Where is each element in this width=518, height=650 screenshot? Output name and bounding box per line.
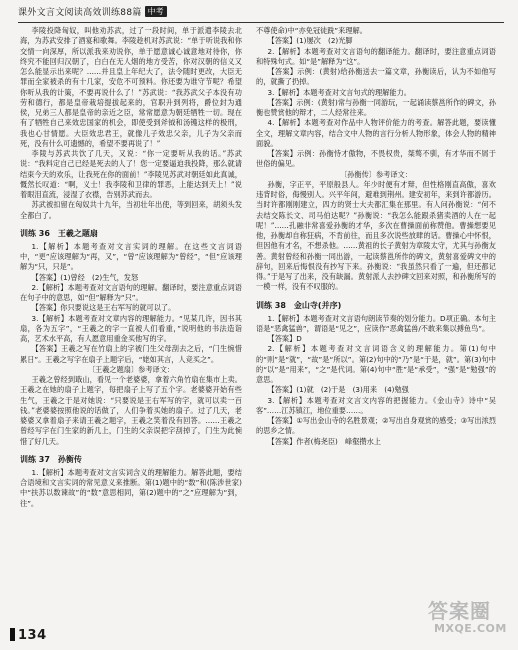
story-paragraph: 李陵与苏武共饮了几天，又说：“你一定要听从我的话。”苏武说：“我料定自己已经是死去的人了！您一定要逼迫我投降，那么就请结束今天的欢乐，让我死在你的面前！”李陵见苏武对朝廷如此真诚，慨然长叹道：“啊，义士！我李陵和卫律的罪恶，上能达到天上！”说着眼泪直流，浸湿了衣襟，告别苏武而去。 [20, 149, 242, 199]
answer-item: 1.【解析】本题考查对文言实词的理解。在这些文言词语中，“更”应该理解为“再，又”，“曾”应该理解为“曾经”，“但”应该理解为“只，只是”。 [20, 241, 242, 272]
page-number: 134 [10, 628, 47, 643]
answer-item: 【答案】王羲之写在竹扇上的字被门生父母刮去之后，“门生惋惜累日”。王羲之写字在扇子上题字后，“姥如其言，人竞买之”。 [20, 344, 242, 364]
section-title-36: 训练 36 王羲之题扇 [20, 228, 98, 238]
answer-item: 2.【解析】本题考查对文言语句的翻译能力。翻译时，要注意重点词语和特殊句式。如“是”解释为“这”。 [256, 46, 496, 66]
answer-item: 【答案】示例：孙衡恃才傲物，不畏权贵，桀骜不驯，有才华而不屑于世俗的偏见。 [256, 149, 496, 169]
answer-item: 不尊使命)中“亦免冠徒跣”来理解。 [256, 26, 367, 35]
watermark-logo [428, 600, 510, 644]
answer-item: 【答案】(1)曾经 (2)生气，发怒 [31, 272, 139, 282]
answer-item: 1.【解析】本题考查对文言实词含义的理解能力。解答此题，要结合语境和文言实词的常见意义来推断。第(1)题中的“数”和(陈涉世家)中“扶苏以数谏故”的“数”意思相同，第(2)题中的“之”应理解为“到，往”。 [20, 467, 242, 508]
answer-item: 【答案】①写出金山寺的名胜景观；②写出自身观赏的感受；③写出浓烈的思乡之情。 [256, 416, 496, 436]
translation-heading: 〔孙衡传〕参考译文： [340, 169, 412, 179]
translation-paragraph: 王羲之曾经到戢山，看见一个老婆婆，拿着六角竹扇在集市上卖。王羲之在她的扇子上题字，每把扇子上写了五个字。老婆婆开始有些生气，王羲之于是对她说：“只要说是王右军写的字，就可以卖一百钱。”老婆婆按照他说的话做了，人们争着买她的扇子。过了几天，老婆婆又拿着扇子来请王羲之题字，王羲之笑着没有回答。……王羲之曾经写字在门生家的新几上，门生的父亲误把字刮掉了，门生为此惋惜了好几天。 [20, 375, 242, 446]
translation-paragraph: 孙衡，字正平，平原般县人。年少时便有才辩，但性格刚直高傲，喜欢违背时俗，侮慢别人。兴平年间，避难到荆州。建安初年，来到许都游历。当时许都刚刚建立，四方的贤士大夫都汇集在那里。有人问孙衡说：“何不去结交陈长文、司马伯达呢？”孙衡说：“我怎么能跟杀猪卖酒的人在一起呢！”……孔融非常喜爱孙衡的才华，多次在曹操面前称赞他。曹操想要见他，孙衡却自称狂病，不肯前往，而且多次说些放肆的话。曹操心中怀恨，但因他有才名，不想杀他。……黄祖的长子黄射为章陵太守，尤其与孙衡友善。黄射曾经和孙衡一同出游，一起读蔡邕所作的碑文，黄射喜爱碑文中的辞句，回来后悔恨没有抄写下来。孙衡说：“我虽然只看了一遍，但还都记得。”于是写了出来，没有缺漏。黄射派人去抄碑文回来对照，和孙衡所写的一模一样，没有不叹服的。 [256, 179, 496, 292]
translation-heading: 〔王羲之题扇〕参考译文： [87, 364, 175, 374]
story-paragraph: 李陵投降匈奴，叫他劝苏武，过了一段时间，单于派遣李陵去北海，为苏武安排了酒宴和歌舞。李陵趁机对苏武说：“单于听说我和你交情一向深厚，所以派我来劝说你，单于愿意诚心诚意地对待你，你终究不能回归汉朝了，白白在无人烟的地方受苦，你对汉朝的信义又怎么能显示出来呢？……并且皇上年纪大了，法令随时更改，大臣无罪而全家被杀的有十几家，安危不可预料。你还要为谁守节呢？希望你听从我的计策，不要再说什么了！”苏武说：“我苏武父子本没有功劳和德行，都是皇帝栽培提拔起来的，官职升到列将，爵位封为通侯，兄弟三人都是皇帝的亲近之臣，常常愿意为朝廷牺牲一切。现在有了牺牲自己来效忠国家的机会，即使受到斧钺和汤镬这样的极刑，我也心甘情愿。大臣效忠君王，就像儿子效忠父亲，儿子为父亲而死，没有什么可遗憾的，希望不要再说了！” [20, 26, 242, 148]
answer-item: 【答案】作者(梅尧臣) 峰壑攒水上 [267, 436, 381, 446]
section-title-37: 训练 37 孙衡传 [20, 454, 82, 464]
book-title: 课外文言文阅读高效训练88篇 [18, 8, 142, 18]
answer-item: 4.【解析】本题考查对作品中人物评价能力的考查。解答此题，要读懂全文，理解文章内容，结合文中人物的言行分析人物形象，体会人物的精神面貌。 [256, 118, 496, 148]
answer-item: 【答案】(1)就 (2)于是 (3)用来 (4)勉强 [267, 385, 409, 395]
answer-item: 3.【解析】本题考查对文言文内容的把握能力。《金山寺》诗中“吴客”……江苏镇江，地位重要……。 [256, 395, 496, 415]
answer-item: 2.【解析】本题考查对文言语句的理解。翻译时，要注意重点词语在句子中的意思，如“但”解释为“只”。 [20, 282, 242, 302]
grade-badge: 中考 [145, 6, 167, 17]
page-header [18, 6, 504, 23]
right-column [256, 26, 496, 447]
answer-item: 1.【解析】本题考查对文言语句朗读节奏的划分能力。D项正确。本句主语是“恶禽猛兽”，谓语是“见之”，应读作“恶禽猛兽/不敢来集以搏鱼鸟”。 [256, 313, 496, 333]
answer-item: 【答案】D [267, 334, 302, 343]
answer-item: 2.【解析】本题考查对文言词语含义的理解能力。第(1)句中的“则”是“就”，“故”是“所以”。第(2)句中的“乃”是“于是，就”。第(3)句中的“以”是“用来”，“之”是代词。第(4)句中“胜”是“承受”，“强”是“勉强”的意思。 [256, 344, 496, 384]
watermark-text: 答案圈 [428, 599, 491, 623]
answer-item: 【答案】示例：(黄射)给孙衡送去一篇文章，孙衡读后，认为不如他写的，就撕了扔掉。 [256, 67, 496, 87]
answer-item: 3.【解析】本题考查对文言句式的理解能力。 [267, 87, 411, 97]
section-title-38: 训练 38 金山寺(并序) [256, 300, 342, 310]
answer-item: 【答案】(1)屡次 (2)光脚 [267, 36, 353, 46]
story-paragraph: 苏武被扣留在匈奴共十九年，当初壮年出使，等到回来，胡须头发全都白了。 [20, 200, 242, 220]
answer-item: 【答案】你只要说这是王右军写的就可以了。 [31, 303, 176, 313]
left-column [20, 26, 242, 509]
answer-item: 3.【解析】本题考查对文章内容的理解能力。“见某几许，因书其扇，各为五字”，“王羲之的字一直被人们看重，”说明他的书法造诣高，艺术水平高，有人愿意用重金买他写的字。 [20, 313, 242, 343]
watermark-url: MXQE.COM [434, 622, 507, 635]
answer-item: 【答案】示例：(黄射)常与孙衡一同游玩，一起诵读蔡邕所作的碑文，孙衡也赞赏他的辩才，二人经常往来。 [256, 97, 496, 117]
